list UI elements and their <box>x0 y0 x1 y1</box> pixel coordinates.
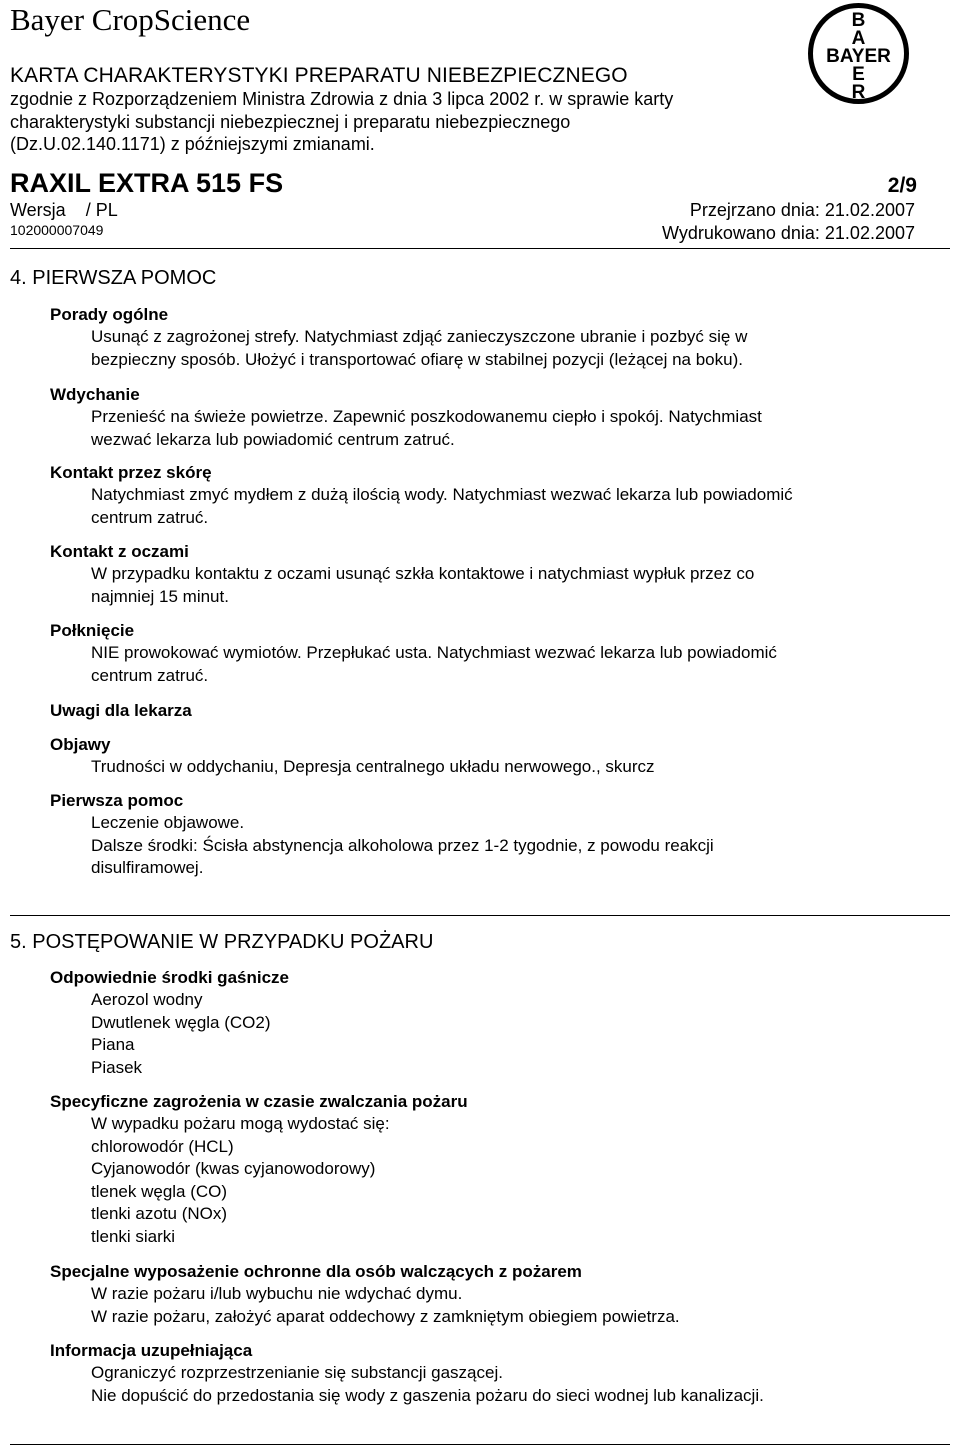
text-line: Leczenie objawowe. <box>91 813 245 832</box>
text-line: Trudności w oddychaniu, Depresja centralnego układu nerwowego., skurcz <box>91 757 655 776</box>
logo-letter-e: E <box>852 64 865 85</box>
first-aid-general <box>50 304 930 371</box>
regulation-line: zgodnie z Rozporządzeniem Ministra Zdrowia z dnia 3 lipca 2002 r. w sprawie karty <box>10 89 674 109</box>
firefighter-protective-equipment <box>50 1261 930 1328</box>
subsection-text <box>91 484 930 529</box>
product-name: RAXIL EXTRA 515 FS <box>10 168 284 198</box>
text-line: W wypadku pożaru mogą wydostać się: <box>91 1114 390 1133</box>
text-line: chlorowodór (HCL) <box>91 1136 234 1156</box>
text-line: wezwać lekarza lub powiadomić centrum zatruć. <box>91 429 455 449</box>
subsection-text <box>91 1283 930 1328</box>
subsection-text <box>91 326 930 371</box>
text-line: tlenki azotu (NOx) <box>91 1204 228 1223</box>
subsection-text <box>91 1362 930 1407</box>
document-number: 102000007049 <box>10 222 104 238</box>
section-divider <box>10 1444 950 1445</box>
text-line: Piana <box>91 1035 135 1054</box>
text-line: Nie dopuścić do przedostania się wody z gaszenia pożaru do sieci wodnej lub kanalizacji. <box>91 1385 764 1405</box>
header-divider <box>10 248 950 249</box>
logo-letter-top: B <box>851 10 866 31</box>
text-line: Przenieść na świeże powietrze. Zapewnić poszkodowanemu ciepło i spokój. Natychmiast <box>91 407 762 426</box>
subsection-label: Pierwsza pomoc <box>50 791 184 810</box>
logo-letter-a: A <box>851 28 866 49</box>
company-name: Bayer CropScience <box>10 2 251 37</box>
extinguishing-media <box>50 967 930 1079</box>
date-info <box>662 199 915 245</box>
specific-fire-hazards <box>50 1091 930 1248</box>
text-line: Ograniczyć rozprzestrzenianie się substancji gaszącej. <box>91 1363 503 1382</box>
first-aid-eyes <box>50 541 930 608</box>
text-line: Dalsze środki: Ścisła abstynencja alkoholowa przez 1-2 tygodnie, z powodu reakcji <box>91 835 714 855</box>
text-line: Piasek <box>91 1057 143 1077</box>
text-line: Natychmiast zmyć mydłem z dużą ilością wody. Natychmiast wezwać lekarza lub powiadomić <box>91 485 793 504</box>
symptoms <box>50 734 930 779</box>
subsection-label: Specjalne wyposażenie ochronne dla osób walczących z pożarem <box>50 1262 582 1281</box>
first-aid-ingestion <box>50 620 930 687</box>
text-line: W przypadku kontaktu z oczami usunąć szkła kontaktowe i natychmiast wypłuk przez co <box>91 564 755 583</box>
text-line: centrum zatruć. <box>91 665 209 685</box>
document-title: KARTA CHARAKTERYSTYKI PREPARATU NIEBEZPIECZNEGO <box>10 64 628 87</box>
text-line: bezpieczny sposób. Ułożyć i transportować ofiarę w stabilnej pozycji (leżącej na boku). <box>91 349 743 369</box>
bayer-cross-logo <box>807 2 910 105</box>
regulation-text <box>10 88 673 156</box>
subsection-label: Informacja uzupełniająca <box>50 1341 253 1360</box>
regulation-line: charakterystyki substancji niebezpiecznej i preparatu niebezpiecznego <box>10 111 571 132</box>
version-info <box>10 199 118 221</box>
subsection-text <box>91 812 930 880</box>
subsection-text <box>91 642 930 687</box>
text-line: najmniej 15 minut. <box>91 586 229 606</box>
text-line: W razie pożaru, założyć aparat oddechowy z zamkniętym obiegiem powietrza. <box>91 1306 680 1326</box>
section-divider <box>10 915 950 916</box>
text-line: tlenki siarki <box>91 1226 176 1246</box>
text-line: tlenek węgla (CO) <box>91 1181 228 1201</box>
subsection-label: Uwagi dla lekarza <box>50 701 192 720</box>
text-line: Aerozol wodny <box>91 990 203 1009</box>
subsection-label: Kontakt przez skórę <box>50 463 212 482</box>
section-5-title: 5. POSTĘPOWANIE W PRZYPADKU POŻARU <box>10 931 434 953</box>
subsection-text <box>91 1113 930 1248</box>
logo-letter-bottom: R <box>851 82 866 103</box>
subsection-text <box>91 563 930 608</box>
subsection-label: Objawy <box>50 735 111 754</box>
subsection-label: Specyficzne zagrożenia w czasie zwalczania pożaru <box>50 1092 468 1111</box>
text-line: Cyjanowodór (kwas cyjanowodorowy) <box>91 1159 376 1178</box>
subsection-label: Wdychanie <box>50 385 140 404</box>
first-aid-inhalation <box>50 384 930 451</box>
subsection-text <box>91 406 930 451</box>
text-line: disulfiramowej. <box>91 858 204 877</box>
subsection-text <box>91 756 930 779</box>
subsection-label: Połknięcie <box>50 621 135 640</box>
revised-date: Przejrzano dnia: 21.02.2007 <box>689 200 915 220</box>
subsection-label: Porady ogólne <box>50 305 169 324</box>
subsection-text <box>91 989 930 1079</box>
version-label: Wersja <box>10 200 66 220</box>
notes-for-doctor <box>50 700 930 722</box>
page-number: 2/9 <box>887 174 917 197</box>
text-line: Dwutlenek węgla (CO2) <box>91 1012 271 1032</box>
section-4-title: 4. PIERWSZA POMOC <box>10 267 217 289</box>
text-line: centrum zatruć. <box>91 507 209 527</box>
text-line: W razie pożaru i/lub wybuchu nie wdychać dymu. <box>91 1284 463 1303</box>
version-language: / PL <box>85 200 118 220</box>
regulation-line: (Dz.U.02.140.1171) z późniejszymi zmianami. <box>10 134 375 154</box>
printed-date: Wydrukowano dnia: 21.02.2007 <box>661 223 915 243</box>
first-aid-treatment <box>50 790 930 880</box>
additional-information <box>50 1340 930 1407</box>
first-aid-skin <box>50 462 930 529</box>
subsection-label: Kontakt z oczami <box>50 542 189 561</box>
text-line: Usunąć z zagrożonej strefy. Natychmiast zdjąć zanieczyszczone ubranie i pozbyć się w <box>91 327 748 346</box>
logo-word-middle: BAYER <box>826 46 891 67</box>
text-line: NIE prowokować wymiotów. Przepłukać usta. Natychmiast wezwać lekarza lub powiadomić <box>91 643 777 662</box>
subsection-label: Odpowiednie środki gaśnicze <box>50 968 289 987</box>
